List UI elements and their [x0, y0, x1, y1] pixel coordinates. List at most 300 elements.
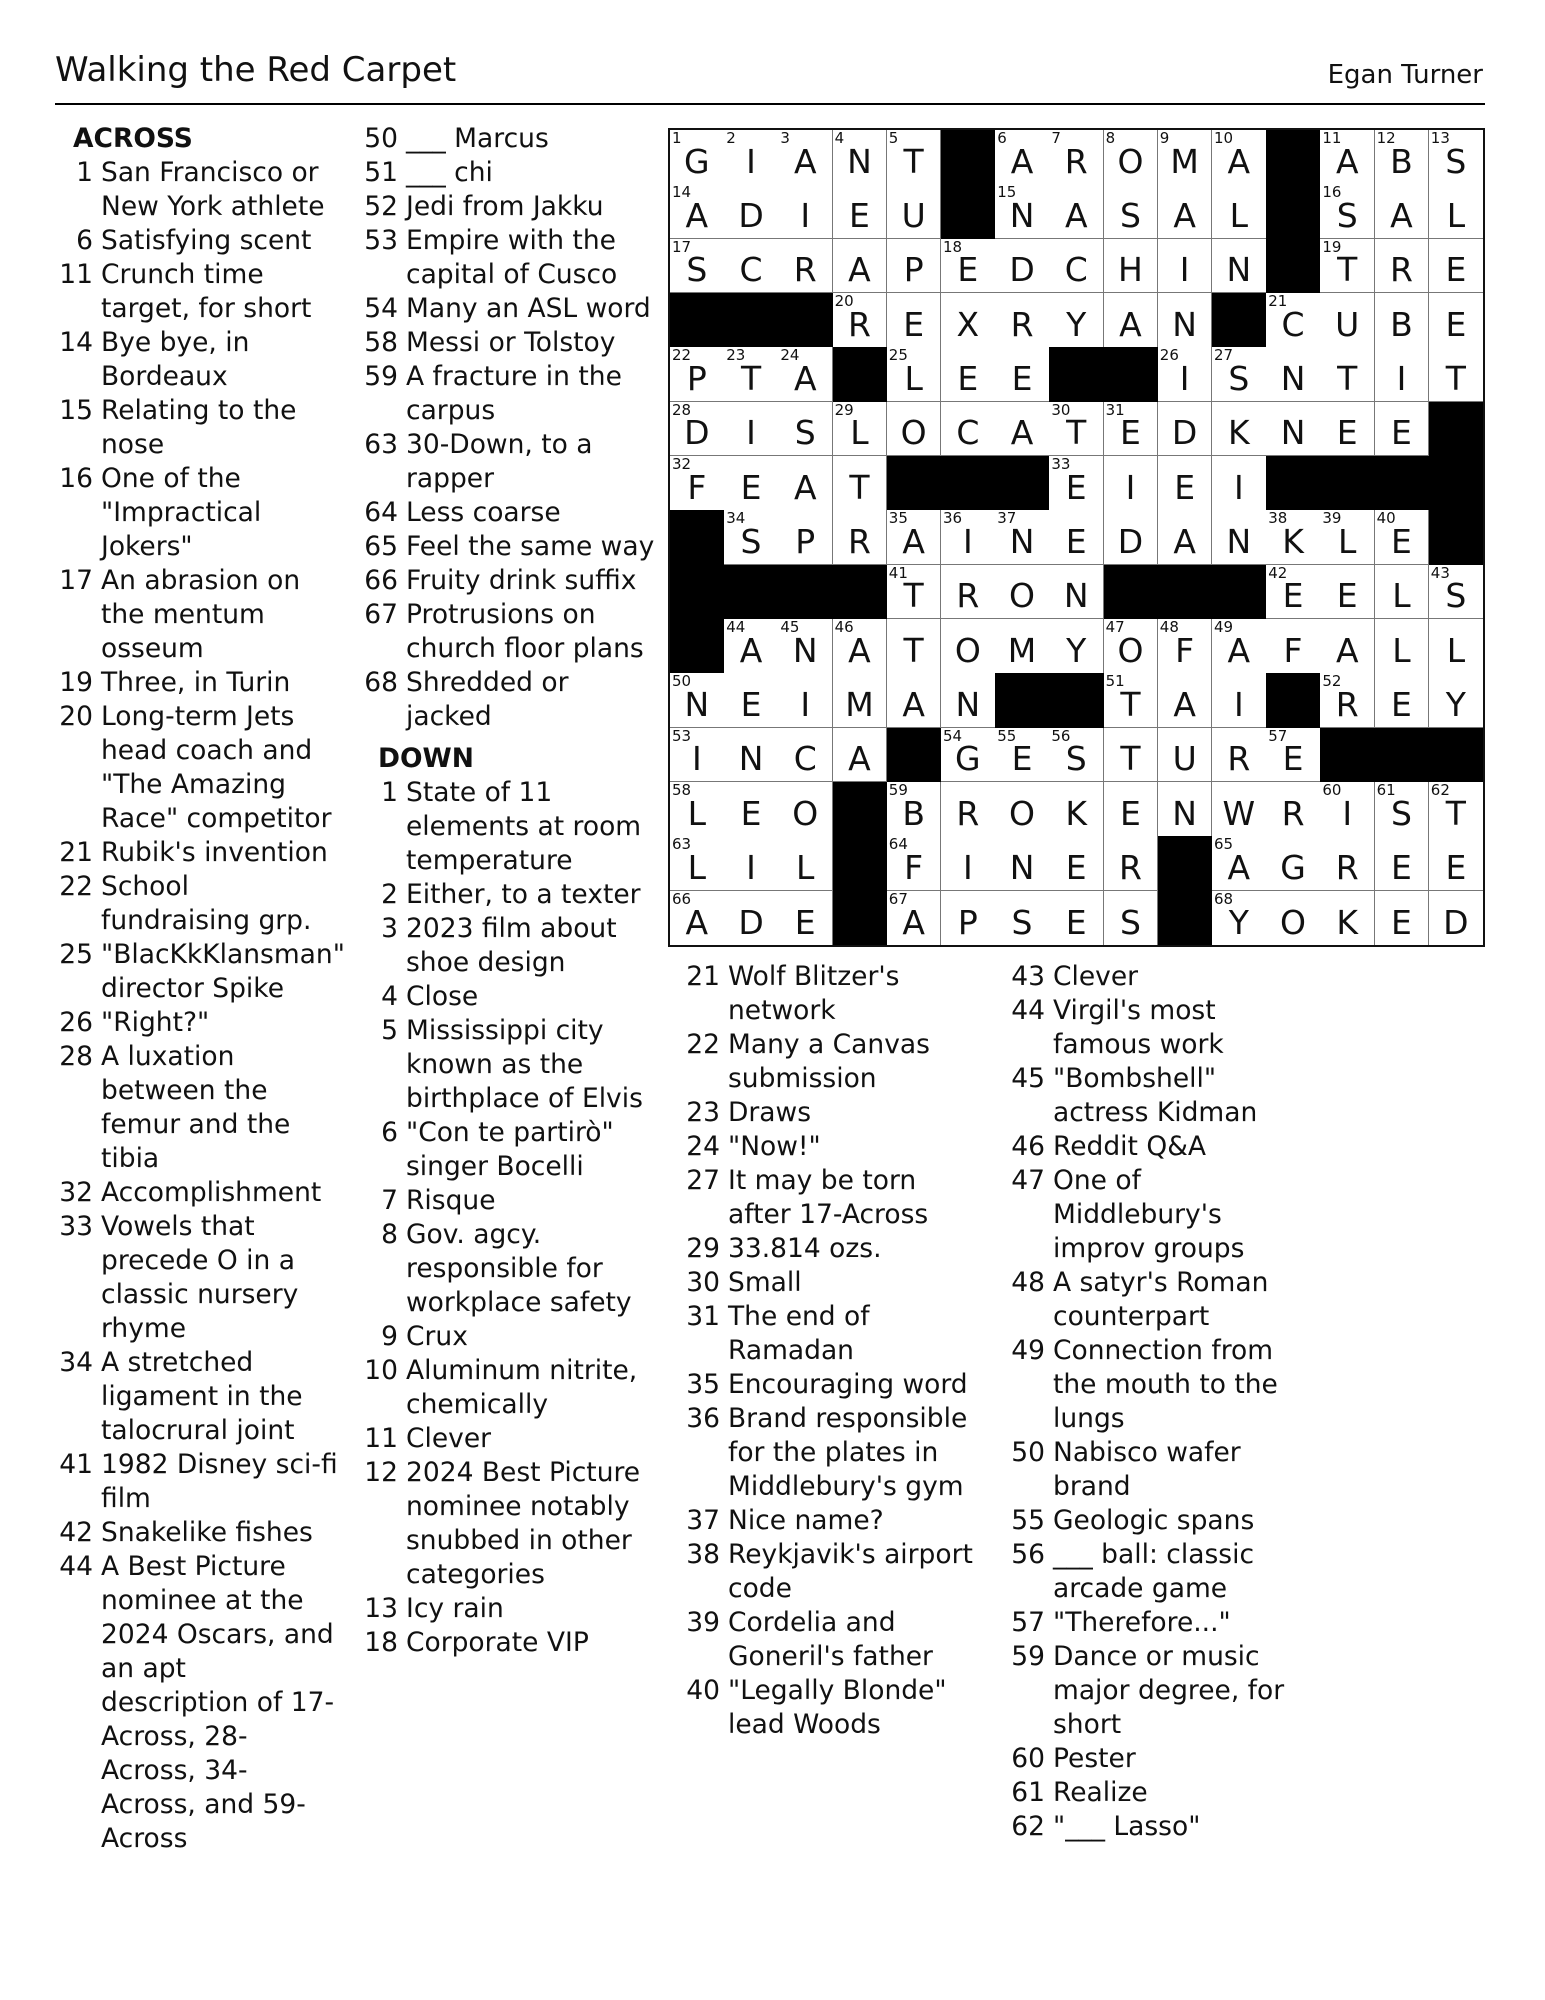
grid-cell[interactable]: [833, 239, 888, 294]
cell-letter: Y: [1066, 630, 1087, 670]
cell-letter: S: [1011, 902, 1033, 942]
grid-cell[interactable]: [1212, 891, 1267, 945]
grid-cell[interactable]: [1104, 673, 1159, 728]
cell-letter: E: [1120, 413, 1141, 453]
grid-cell[interactable]: [1212, 347, 1267, 402]
grid-cell[interactable]: [833, 293, 888, 348]
cell-letter: S: [794, 413, 816, 453]
down-clue: [360, 1184, 655, 1218]
cell-number: 58: [672, 781, 692, 799]
grid-cell[interactable]: [1104, 402, 1159, 457]
cell-letter: P: [795, 522, 816, 562]
clue-text: 1982 Disney sci-fi film: [101, 1449, 338, 1514]
grid-cell[interactable]: [941, 565, 996, 620]
grid-cell[interactable]: [1375, 565, 1430, 620]
grid-cell[interactable]: [1049, 510, 1104, 565]
clue-text: Reykjavik's airport code: [728, 1539, 973, 1604]
grid-cell[interactable]: [995, 130, 1050, 185]
clue-text: "Legally Blonde" lead Woods: [728, 1675, 947, 1740]
grid-cell[interactable]: [887, 673, 942, 728]
grid-cell[interactable]: [833, 184, 888, 239]
grid-cell[interactable]: [887, 130, 942, 185]
grid-cell[interactable]: [1375, 184, 1430, 239]
clue-number: 59: [1011, 1641, 1045, 1672]
clue-text: "Therefore...": [1053, 1607, 1231, 1638]
grid-cell[interactable]: [1049, 619, 1104, 674]
grid-cell[interactable]: [778, 239, 833, 294]
puzzle-author: Egan Turner: [1327, 60, 1483, 90]
grid-cell[interactable]: [724, 510, 779, 565]
cell-letter: C: [956, 413, 980, 453]
grid-cell[interactable]: [724, 456, 779, 511]
grid-cell[interactable]: [670, 402, 725, 457]
grid-cell[interactable]: [1429, 239, 1483, 294]
grid-cell[interactable]: [1375, 293, 1430, 348]
grid-cell[interactable]: [995, 347, 1050, 402]
grid-cell[interactable]: [1266, 510, 1321, 565]
grid-cell[interactable]: [833, 619, 888, 674]
cell-letter: T: [903, 630, 924, 670]
grid-cell[interactable]: [941, 619, 996, 674]
grid-cell[interactable]: [1212, 619, 1267, 674]
cell-number: 51: [1105, 672, 1125, 691]
grid-cell[interactable]: [778, 456, 833, 511]
grid-cell[interactable]: [1104, 456, 1159, 511]
grid-cell[interactable]: [1212, 673, 1267, 728]
grid-cell[interactable]: [1158, 510, 1213, 565]
cell-letter: F: [1283, 630, 1303, 670]
clue-number: 35: [686, 1369, 720, 1400]
grid-cell[interactable]: [1266, 347, 1321, 402]
grid-cell[interactable]: [833, 510, 888, 565]
cell-letter: K: [1065, 793, 1088, 833]
grid-cell[interactable]: [1049, 565, 1104, 620]
grid-cell[interactable]: [1266, 782, 1321, 837]
grid-cell[interactable]: [1375, 619, 1430, 674]
grid-cell[interactable]: [941, 891, 996, 945]
down-clue: [360, 1626, 655, 1660]
grid-cell[interactable]: [1429, 836, 1483, 891]
grid-cell[interactable]: [1104, 891, 1159, 945]
grid-cell[interactable]: [724, 402, 779, 457]
grid-cell[interactable]: [1212, 728, 1267, 783]
grid-cell[interactable]: [833, 402, 888, 457]
grid-cell[interactable]: [995, 728, 1050, 783]
grid-cell[interactable]: [1320, 184, 1375, 239]
grid-cell[interactable]: [1266, 293, 1321, 348]
clue-number: 33: [59, 1211, 93, 1242]
grid-block: [1049, 673, 1104, 728]
grid-cell[interactable]: [995, 836, 1050, 891]
down-clue: [682, 1606, 982, 1674]
cell-letter: L: [1392, 576, 1411, 616]
cell-letter: N: [684, 685, 710, 725]
grid-cell[interactable]: [941, 673, 996, 728]
down-clue: [1007, 1810, 1307, 1844]
grid-cell[interactable]: [1158, 619, 1213, 674]
across-clue: [55, 700, 340, 836]
grid-cell[interactable]: [1158, 782, 1213, 837]
grid-cell[interactable]: [1429, 184, 1483, 239]
cell-number: 52: [1322, 672, 1342, 691]
grid-cell[interactable]: [1104, 293, 1159, 348]
down-clue: [360, 1014, 655, 1116]
grid-cell[interactable]: [995, 510, 1050, 565]
grid-cell[interactable]: [724, 347, 779, 402]
grid-cell[interactable]: [1266, 402, 1321, 457]
down-clue: [1007, 1062, 1307, 1130]
grid-cell[interactable]: [1049, 402, 1104, 457]
grid-cell[interactable]: [1049, 836, 1104, 891]
grid-cell[interactable]: [1429, 619, 1483, 674]
grid-cell[interactable]: [887, 836, 942, 891]
cell-number: 30: [1051, 400, 1071, 419]
across-clue: [360, 666, 655, 734]
clue-text: Vowels that precede O in a classic nursery rhyme: [101, 1211, 299, 1344]
grid-block: [995, 456, 1050, 511]
clue-number: 44: [59, 1551, 93, 1582]
grid-cell[interactable]: [887, 565, 942, 620]
grid-cell[interactable]: [941, 347, 996, 402]
grid-cell[interactable]: [995, 402, 1050, 457]
grid-cell[interactable]: [1212, 456, 1267, 511]
cell-letter: E: [1391, 522, 1412, 562]
grid-cell[interactable]: [833, 130, 888, 185]
grid-cell[interactable]: [1429, 673, 1483, 728]
cell-letter: G: [955, 739, 981, 779]
grid-cell[interactable]: [778, 184, 833, 239]
grid-cell[interactable]: [670, 456, 725, 511]
grid-cell[interactable]: [1375, 510, 1430, 565]
grid-cell[interactable]: [1375, 402, 1430, 457]
grid-cell[interactable]: [1212, 510, 1267, 565]
grid-cell[interactable]: [778, 619, 833, 674]
cell-number: 54: [943, 726, 963, 745]
grid-cell[interactable]: [1320, 402, 1375, 457]
grid-cell[interactable]: [778, 510, 833, 565]
down-clue: [1007, 1776, 1307, 1810]
clue-column-2: [360, 122, 655, 1660]
grid-cell[interactable]: [1320, 510, 1375, 565]
cell-letter: N: [1009, 196, 1035, 236]
grid-cell[interactable]: [1104, 239, 1159, 294]
grid-cell[interactable]: [778, 130, 833, 185]
grid-cell[interactable]: [778, 782, 833, 837]
grid-cell[interactable]: [887, 510, 942, 565]
cell-letter: A: [1064, 196, 1088, 236]
cell-number: 63: [672, 835, 692, 854]
down-clue: [682, 1232, 982, 1266]
cell-number: 46: [834, 618, 854, 636]
grid-cell[interactable]: [1429, 891, 1483, 945]
grid-cell[interactable]: [778, 836, 833, 891]
cell-letter: S: [686, 250, 708, 290]
grid-cell[interactable]: [1104, 184, 1159, 239]
grid-cell[interactable]: [778, 891, 833, 945]
cell-letter: A: [1173, 522, 1196, 562]
cell-letter: O: [1117, 630, 1144, 670]
grid-cell[interactable]: [778, 673, 833, 728]
grid-cell[interactable]: [995, 184, 1050, 239]
grid-cell[interactable]: [670, 184, 725, 239]
grid-cell[interactable]: [1158, 184, 1213, 239]
cell-number: 35: [888, 509, 908, 528]
clue-text: 2024 Best Picture nominee notably snubbed in other categories: [406, 1457, 641, 1590]
grid-cell[interactable]: [833, 728, 888, 783]
grid-cell[interactable]: [1320, 836, 1375, 891]
grid-cell[interactable]: [1049, 130, 1104, 185]
grid-cell[interactable]: [1429, 565, 1483, 620]
grid-cell[interactable]: [941, 728, 996, 783]
grid-cell[interactable]: [995, 891, 1050, 945]
grid-block: [1158, 891, 1213, 945]
clue-text: It may be torn after 17-Across: [728, 1165, 929, 1230]
grid-cell[interactable]: [1212, 402, 1267, 457]
grid-block: [1212, 565, 1267, 620]
cell-letter: L: [1392, 630, 1411, 670]
grid-cell[interactable]: [1158, 130, 1213, 185]
down-clue: [682, 1674, 982, 1742]
grid-cell[interactable]: [887, 402, 942, 457]
clue-text: Snakelike fishes: [101, 1517, 313, 1548]
cell-letter: A: [848, 739, 871, 779]
grid-cell[interactable]: [1158, 673, 1213, 728]
grid-cell[interactable]: [670, 347, 725, 402]
grid-cell[interactable]: [1158, 293, 1213, 348]
grid-cell[interactable]: [778, 402, 833, 457]
grid-cell[interactable]: [1320, 347, 1375, 402]
grid-cell[interactable]: [941, 293, 996, 348]
clue-number: 39: [686, 1607, 720, 1638]
cell-letter: E: [903, 304, 925, 344]
grid-block: [1158, 836, 1213, 891]
grid-cell[interactable]: [1320, 565, 1375, 620]
grid-cell[interactable]: [833, 456, 888, 511]
grid-cell[interactable]: [1320, 239, 1375, 294]
clue-number: 50: [364, 123, 398, 154]
clue-number: 5: [381, 1015, 398, 1046]
down-clue: [682, 1538, 982, 1606]
cell-letter: E: [740, 793, 762, 833]
grid-cell[interactable]: [670, 130, 725, 185]
cell-letter: C: [1064, 250, 1088, 290]
down-clue: [1007, 1538, 1307, 1606]
grid-cell[interactable]: [1049, 891, 1104, 945]
grid-cell[interactable]: [1049, 456, 1104, 511]
cell-letter: E: [849, 196, 870, 236]
grid-cell[interactable]: [1266, 836, 1321, 891]
clue-text: ___ Marcus: [406, 123, 549, 154]
grid-cell[interactable]: [941, 402, 996, 457]
grid-cell[interactable]: [887, 239, 942, 294]
grid-cell[interactable]: [1049, 293, 1104, 348]
clue-number: 47: [1011, 1165, 1045, 1196]
grid-cell[interactable]: [724, 619, 779, 674]
grid-cell[interactable]: [1104, 619, 1159, 674]
clue-text: Crunch time target, for short: [101, 259, 312, 324]
grid-cell[interactable]: [1375, 347, 1430, 402]
grid-cell[interactable]: [1429, 130, 1483, 185]
grid-cell[interactable]: [1104, 510, 1159, 565]
grid-cell[interactable]: [724, 239, 779, 294]
cell-number: 66: [672, 889, 692, 908]
clue-text: ___ ball: classic arcade game: [1053, 1539, 1255, 1604]
clue-number: 41: [59, 1449, 93, 1480]
grid-cell[interactable]: [887, 293, 942, 348]
grid-cell[interactable]: [887, 619, 942, 674]
cell-letter: R: [956, 576, 980, 616]
clue-text: Small: [728, 1267, 802, 1298]
clue-number: 23: [686, 1097, 720, 1128]
grid-cell[interactable]: [1212, 782, 1267, 837]
clue-number: 1: [381, 777, 398, 808]
grid-cell[interactable]: [941, 239, 996, 294]
grid-cell[interactable]: [1375, 239, 1430, 294]
cell-letter: B: [1390, 141, 1413, 181]
cell-letter: L: [1338, 522, 1357, 562]
clue-text: Rubik's invention: [101, 837, 328, 868]
grid-cell[interactable]: [778, 728, 833, 783]
grid-cell[interactable]: [887, 891, 942, 945]
cell-letter: I: [800, 196, 811, 236]
cell-number: 41: [888, 563, 908, 582]
grid-cell[interactable]: [724, 891, 779, 945]
cell-number: 12: [1376, 129, 1396, 147]
grid-cell[interactable]: [1429, 782, 1483, 837]
cell-letter: T: [903, 141, 924, 181]
grid-cell[interactable]: [1212, 184, 1267, 239]
cell-letter: E: [1445, 304, 1467, 344]
clue-number: 59: [364, 361, 398, 392]
grid-cell[interactable]: [1049, 239, 1104, 294]
grid-cell[interactable]: [1429, 347, 1483, 402]
across-clue: [55, 1210, 340, 1346]
clue-number: 54: [364, 293, 398, 324]
grid-cell[interactable]: [1212, 130, 1267, 185]
grid-cell[interactable]: [1266, 728, 1321, 783]
grid-cell[interactable]: [1320, 619, 1375, 674]
grid-cell[interactable]: [1104, 130, 1159, 185]
cell-number: 14: [672, 183, 692, 202]
grid-cell[interactable]: [995, 619, 1050, 674]
cell-letter: P: [686, 359, 707, 399]
grid-cell[interactable]: [995, 239, 1050, 294]
grid-cell[interactable]: [1375, 782, 1430, 837]
across-clue: [55, 666, 340, 700]
grid-cell[interactable]: [995, 565, 1050, 620]
grid-cell[interactable]: [724, 782, 779, 837]
grid-cell[interactable]: [1320, 130, 1375, 185]
grid-cell[interactable]: [1158, 402, 1213, 457]
grid-cell[interactable]: [1320, 293, 1375, 348]
cell-number: 16: [1322, 183, 1342, 202]
grid-cell[interactable]: [1049, 782, 1104, 837]
grid-cell[interactable]: [1266, 565, 1321, 620]
cell-letter: A: [1390, 196, 1413, 236]
grid-cell[interactable]: [724, 673, 779, 728]
clue-column-4: [1007, 960, 1307, 1844]
clue-number: 63: [364, 429, 398, 460]
grid-cell[interactable]: [1212, 239, 1267, 294]
grid-cell[interactable]: [1104, 782, 1159, 837]
grid-cell[interactable]: [1375, 836, 1430, 891]
clue-text: One of Middlebury's improv groups: [1053, 1165, 1245, 1264]
grid-cell[interactable]: [1266, 891, 1321, 945]
cell-letter: A: [793, 359, 817, 399]
cell-letter: I: [1179, 359, 1190, 399]
grid-cell[interactable]: [941, 782, 996, 837]
grid-cell[interactable]: [1104, 728, 1159, 783]
grid-cell[interactable]: [1320, 782, 1375, 837]
grid-cell[interactable]: [1212, 836, 1267, 891]
across-heading: ACROSS: [73, 123, 193, 154]
grid-cell[interactable]: [1158, 728, 1213, 783]
grid-cell[interactable]: [724, 130, 779, 185]
grid-cell[interactable]: [724, 836, 779, 891]
grid-cell[interactable]: [1320, 673, 1375, 728]
cell-letter: C: [1281, 304, 1305, 344]
grid-cell[interactable]: [670, 673, 725, 728]
grid-cell[interactable]: [887, 782, 942, 837]
grid-cell[interactable]: [1266, 619, 1321, 674]
clue-text: "BlacKkKlansman" director Spike: [101, 939, 345, 1004]
grid-cell[interactable]: [1375, 130, 1430, 185]
grid-cell[interactable]: [1429, 293, 1483, 348]
grid-cell[interactable]: [1049, 184, 1104, 239]
cell-letter: S: [1445, 141, 1467, 181]
across-clue: [55, 1040, 340, 1176]
grid-cell[interactable]: [1049, 728, 1104, 783]
clue-text: Wolf Blitzer's network: [728, 961, 900, 1026]
grid-cell[interactable]: [1375, 673, 1430, 728]
grid-cell[interactable]: [1158, 239, 1213, 294]
grid-cell[interactable]: [778, 347, 833, 402]
grid-cell[interactable]: [1158, 347, 1213, 402]
grid-cell[interactable]: [670, 782, 725, 837]
grid-cell[interactable]: [887, 347, 942, 402]
clue-number: 1: [76, 157, 93, 188]
grid-block: [833, 782, 888, 837]
grid-cell[interactable]: [887, 184, 942, 239]
clue-number: 60: [1011, 1743, 1045, 1774]
cell-letter: E: [957, 359, 979, 399]
grid-cell[interactable]: [1104, 836, 1159, 891]
grid-cell[interactable]: [833, 673, 888, 728]
grid-cell[interactable]: [1158, 456, 1213, 511]
grid-cell[interactable]: [724, 728, 779, 783]
cell-letter: T: [1445, 793, 1466, 833]
crossword-grid: [668, 128, 1485, 947]
grid-cell[interactable]: [1320, 891, 1375, 945]
cell-letter: E: [1282, 739, 1304, 779]
grid-cell[interactable]: [670, 891, 725, 945]
cell-letter: E: [1445, 250, 1467, 290]
grid-cell[interactable]: [670, 239, 725, 294]
grid-cell[interactable]: [1375, 891, 1430, 945]
cell-letter: U: [1172, 739, 1197, 779]
cell-number: 22: [672, 346, 692, 365]
clue-text: Draws: [728, 1097, 812, 1128]
grid-cell[interactable]: [941, 836, 996, 891]
cell-letter: A: [1227, 630, 1251, 670]
grid-cell[interactable]: [670, 836, 725, 891]
cell-letter: I: [1342, 793, 1353, 833]
grid-cell[interactable]: [995, 293, 1050, 348]
grid-cell[interactable]: [995, 782, 1050, 837]
grid-cell[interactable]: [670, 728, 725, 783]
grid-cell[interactable]: [724, 184, 779, 239]
grid-cell[interactable]: [941, 510, 996, 565]
